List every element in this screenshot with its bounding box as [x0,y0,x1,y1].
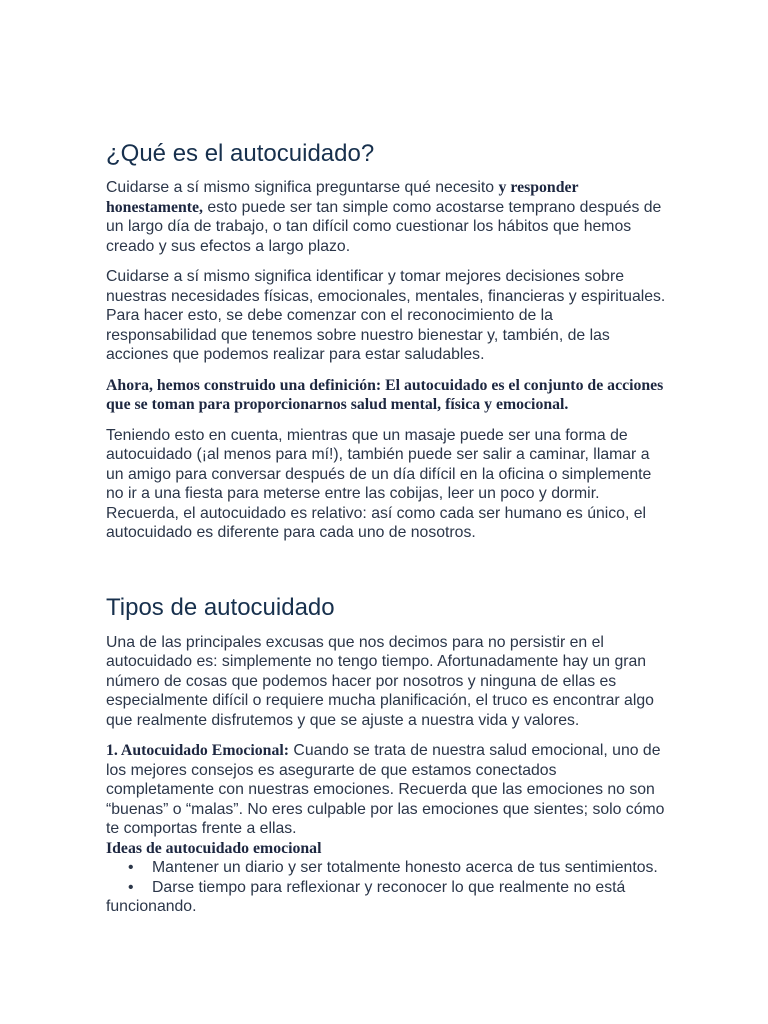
list-item-continuation: funcionando. [106,898,197,915]
paragraph-text: esto puede ser tan simple como acostarse temprano después de un largo día de trabajo, o tan difícil como cuestionar los hábitos que hemos creado y sus efectos a largo plazo. [106,198,662,255]
paragraph-definicion-1 [106,178,666,256]
label-autocuidado-emocional: 1. Autocuidado Emocional: [106,742,290,759]
paragraph-autocuidado-emocional [106,741,666,839]
list-item-text: Darse tiempo para reflexionar y reconocer lo que realmente no está [152,878,626,896]
bullet-icon: • [128,878,134,896]
paragraph-text: Cuando se trata de nuestra salud emocional, uno de los mejores consejos es asegurarte de que estamos conectados completamente con nuestras emociones. Recuerda que las emociones no son “buenas” o “malas”. No eres culpable por las emociones que sientes; solo cómo te comportas frente a ellas. [106,742,665,837]
paragraph-definicion-2: Cuidarse a sí mismo significa identificar y tomar mejores decisiones sobre nuestras necesidades físicas, emocionales, mentales, financieras y espirituales. Para hacer esto, se debe comenzar con el reconocimiento de la responsabilidad que tenemos sobre nuestro bienestar y, también, de las acciones que podemos realizar para estar saludables. [106,268,666,363]
heading-que-es-autocuidado: ¿Qué es el autocuidado? [106,140,375,167]
list-item [106,878,666,898]
paragraph-definicion-destacada: Ahora, hemos construido una definición: El autocuidado es el conjunto de acciones que se toman para proporcionarnos salud mental, física y emocional. [106,376,664,413]
paragraph-tipos-intro: Una de las principales excusas que nos decimos para no persistir en el autocuidado es: simplemente no tengo tiempo. Afortunadamente hay un gran número de cosas que podemos hacer por nosotros y ninguna de ellas es especialmente difícil o requiere mucha planificación, el truco es encontrar algo que realmente disfrutemos y que se ajuste a nuestra vida y valores. [106,633,654,729]
bullet-icon: • [128,859,134,876]
emphasis-responder: y responder honestamente, [106,179,579,216]
heading-tipos-autocuidado: Tipos de autocuidado [106,593,335,621]
list-item [106,858,666,878]
subheading-ideas-emocional: Ideas de autocuidado emocional [106,839,322,857]
paragraph-ejemplos: Teniendo esto en cuenta, mientras que un masaje puede ser una forma de autocuidado (¡al menos para mí!), también puede ser salir a caminar, llamar a un amigo para conversar después de un día difícil en la oficina o simplemente no ir a una fiesta para meterse entre las cobijas, leer un poco y dormir. Recuerda, el autocuidado es relativo: así como cada ser humano es único, el autocuidado es diferente para cada uno de nosotros. [106,426,652,541]
ideas-list [106,858,666,917]
document-content [106,138,666,917]
paragraph-text: Cuidarse a sí mismo significa preguntarse qué necesito [106,179,499,196]
list-item-text: Mantener un diario y ser totalmente honesto acerca de tus sentimientos. [152,859,658,876]
